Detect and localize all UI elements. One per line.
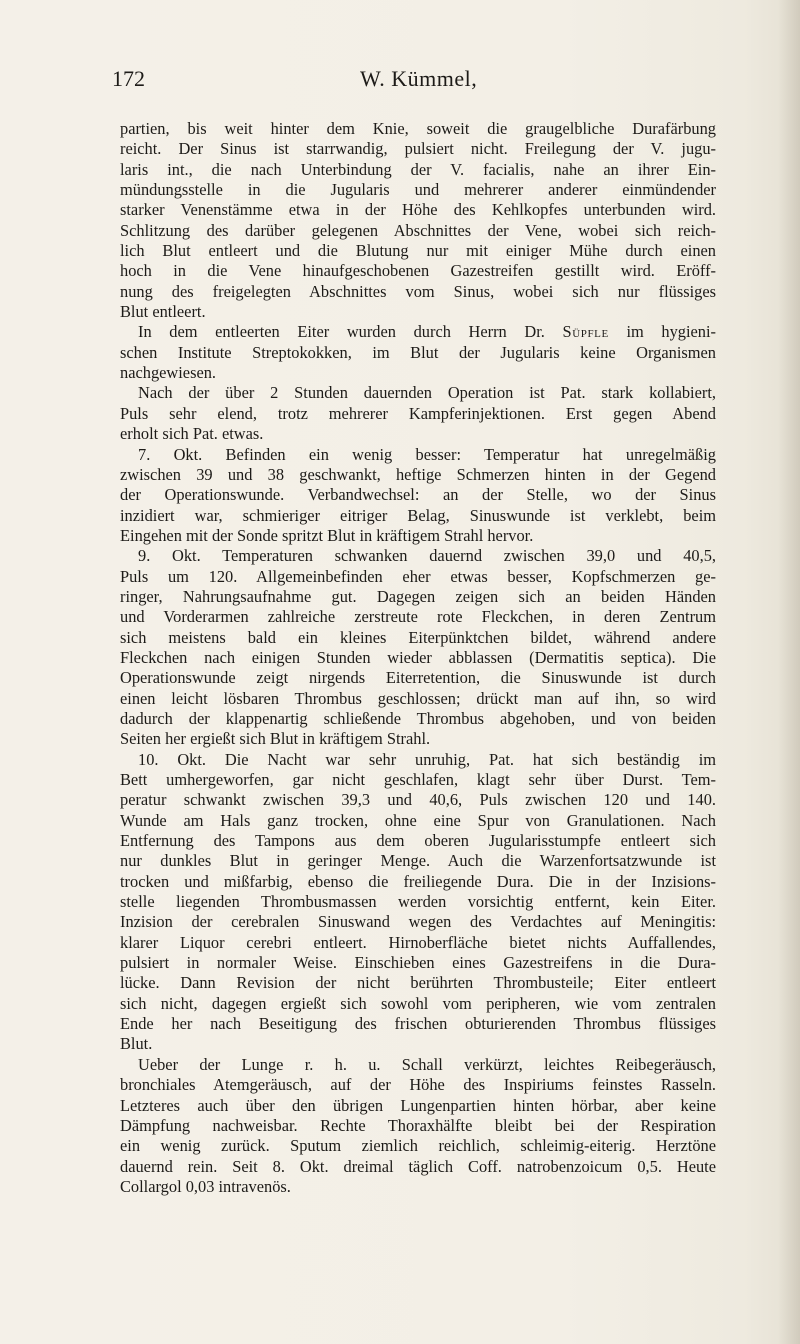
text-line: Collargol 0,03 intravenös. bbox=[120, 1176, 291, 1196]
text-line: zwischen 39 und 38 geschwankt, heftige Schmerzen hinten in der Gegend bbox=[120, 464, 716, 484]
text-line: Puls sehr elend, trotz mehrerer Kampferinjektionen. Erst gegen Abend bbox=[120, 403, 716, 423]
text-line: 7. Okt. Befinden ein wenig besser: Temperatur hat unregelmäßig bbox=[138, 444, 716, 464]
text-line: Eingehen mit der Sonde spritzt Blut in kräftigem Strahl hervor. bbox=[120, 525, 534, 545]
text-line: Wunde am Hals ganz trocken, ohne eine Spur von Granulationen. Nach bbox=[120, 810, 716, 830]
text-line: dauernd rein. Seit 8. Okt. dreimal täglich Coff. natrobenzoicum 0,5. Heute bbox=[120, 1156, 716, 1176]
text-line: lücke. Dann Revision der nicht berührten Thrombusteile; Eiter entleert bbox=[120, 973, 716, 993]
text-line: Schlitzung des darüber gelegenen Abschnittes der Vene, wobei sich reich- bbox=[120, 220, 716, 240]
text-line: schen Institute Streptokokken, im Blut der Jugularis keine Organismen bbox=[120, 342, 716, 362]
text-line: mündungsstelle in die Jugularis und mehrerer anderer einmündender bbox=[120, 180, 716, 200]
text-line: reicht. Der Sinus ist starrwandig, pulsiert nicht. Freilegung der V. jugu- bbox=[120, 139, 716, 159]
author-name-smallcaps: Süpfle bbox=[562, 322, 609, 342]
text-line: Ueber der Lunge r. h. u. Schall verkürzt, leichtes Reibegeräusch, bbox=[138, 1054, 716, 1074]
text-line: stelle liegenden Thrombusmassen werden vorsichtig entfernt, kein Eiter. bbox=[120, 892, 716, 912]
text-line: Seiten her ergießt sich Blut in kräftigem Strahl. bbox=[120, 729, 431, 749]
text-line: Puls um 120. Allgemeinbefinden eher etwas besser, Kopfschmerzen ge- bbox=[120, 566, 716, 586]
text-line: einen leicht lösbaren Thrombus geschlossen; drückt man auf ihn, so wird bbox=[120, 688, 716, 708]
text-line: und Vorderarmen zahlreiche zerstreute rote Fleckchen, in deren Zentrum bbox=[120, 607, 716, 627]
text-line: Fleckchen nach einigen Stunden wieder abblassen (Dermatitis septica). Die bbox=[120, 647, 716, 667]
text-line: lich Blut entleert und die Blutung nur mit einiger Mühe durch einen bbox=[120, 241, 716, 261]
text-line: Nach der über 2 Stunden dauernden Operation ist Pat. stark kollabiert, bbox=[138, 383, 716, 403]
text-line: 9. Okt. Temperaturen schwanken dauernd zwischen 39,0 und 40,5, bbox=[138, 546, 716, 566]
text-line: Dämpfung nachweisbar. Rechte Thoraxhälfte bleibt bei der Respiration bbox=[120, 1115, 716, 1135]
text-line: erholt sich Pat. etwas. bbox=[120, 424, 264, 444]
text-line: der Operationswunde. Verbandwechsel: an der Stelle, wo der Sinus bbox=[120, 485, 716, 505]
text-line: starker Venenstämme etwa in der Höhe des Kehlkopfes unterbunden wird. bbox=[120, 200, 716, 220]
text-line: trocken und mißfarbig, ebenso die freiliegende Dura. Die in der Inzisions- bbox=[120, 871, 716, 891]
body-text bbox=[120, 119, 716, 1197]
text-line: sich nicht, dagegen ergießt sich sowohl vom peripheren, wie vom zentralen bbox=[120, 993, 716, 1013]
text-line: klarer Liquor cerebri entleert. Hirnoberfläche bietet nichts Auffallendes, bbox=[120, 932, 716, 952]
text-line: Ende her nach Beseitigung des frischen obturierenden Thrombus flüssiges bbox=[120, 1014, 716, 1034]
text-line: Inzision der cerebralen Sinuswand wegen des Verdachtes auf Meningitis: bbox=[120, 912, 716, 932]
text-line: Entfernung des Tampons aus dem oberen Jugularisstumpfe entleert sich bbox=[120, 831, 716, 851]
text-line: 10. Okt. Die Nacht war sehr unruhig, Pat. hat sich beständig im bbox=[138, 749, 716, 769]
text-line: peratur schwankt zwischen 39,3 und 40,6, Puls zwischen 120 und 140. bbox=[120, 790, 716, 810]
text-line: partien, bis weit hinter dem Knie, soweit die graugelbliche Durafärbung bbox=[120, 119, 716, 138]
text-line: bronchiales Atemgeräusch, auf der Höhe des Inspiriums feinstes Rasseln. bbox=[120, 1075, 716, 1095]
text-line: Operationswunde zeigt nirgends Eiterretention, die Sinuswunde ist durch bbox=[120, 668, 716, 688]
text-line: Bett umhergeworfen, gar nicht geschlafen, klagt sehr über Durst. Tem- bbox=[120, 770, 716, 789]
text-line: Blut. bbox=[120, 1034, 153, 1054]
text-line: nachgewiesen. bbox=[120, 363, 217, 383]
text-line: pulsiert in normaler Weise. Einschieben eines Gazestreifens in die Dura- bbox=[120, 953, 716, 973]
text-line: hoch in die Vene hinaufgeschobenen Gazestreifen gestillt wird. Eröff- bbox=[120, 261, 716, 281]
text-line: dadurch der klappenartig schließende Thrombus abgehoben, und von beiden bbox=[120, 708, 716, 728]
text-line: In dem entleerten Eiter wurden durch Herrn Dr. Süpfle im hygieni- bbox=[138, 322, 716, 342]
text-line: Letzteres auch über den übrigen Lungenpartien hinten hörbar, aber keine bbox=[120, 1095, 716, 1115]
text-line: nur dunkles Blut in geringer Menge. Auch die Warzenfortsatzwunde ist bbox=[120, 851, 716, 871]
text-line: Blut entleert. bbox=[120, 302, 206, 322]
text-line: ein wenig zurück. Sputum ziemlich reichlich, schleimig-eiterig. Herztöne bbox=[120, 1136, 716, 1156]
text-line: inzidiert war, schmieriger eitriger Belag, Sinuswunde ist verklebt, beim bbox=[120, 505, 716, 525]
text-line: sich meistens bald ein kleines Eiterpünktchen bildet, während andere bbox=[120, 627, 716, 647]
running-head: W. Kümmel, bbox=[360, 66, 478, 91]
text-line: nung des freigelegten Abschnittes vom Sinus, wobei sich nur flüssiges bbox=[120, 281, 716, 301]
text-line: laris int., die nach Unterbindung der V. facialis, nahe an ihrer Ein- bbox=[120, 159, 716, 179]
page-number: 172 bbox=[112, 66, 145, 91]
page-edge-shadow bbox=[778, 0, 800, 1344]
page-header bbox=[112, 66, 722, 96]
text-line: ringer, Nahrungsaufnahme gut. Dagegen zeigen sich an beiden Händen bbox=[120, 586, 716, 606]
